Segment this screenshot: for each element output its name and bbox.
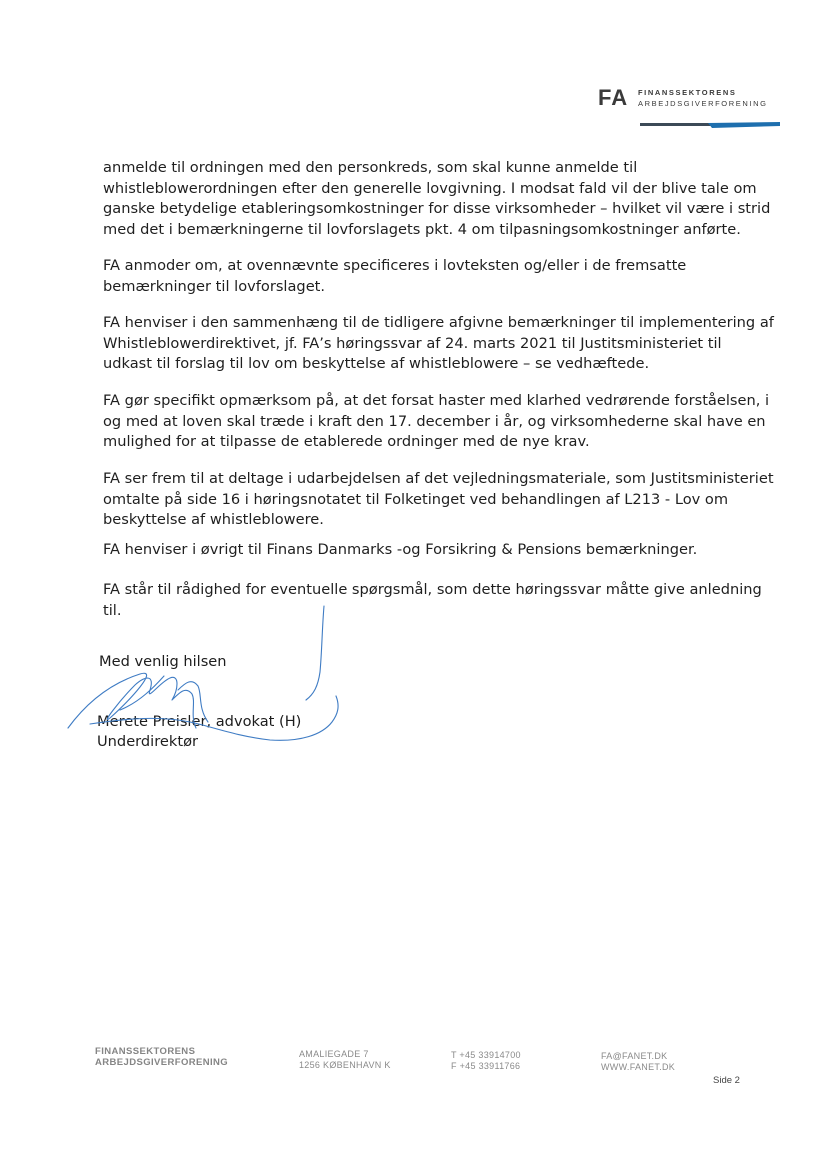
text-line: til. (103, 601, 122, 619)
closing-greeting: Med venlig hilsen (99, 653, 227, 670)
text-line: anmelde til ordningen med den personkreds, som skal kunne anmelde til (103, 159, 638, 176)
page-number: Side 2 (713, 1075, 740, 1086)
footer-org-line1: FINANSSEKTORENS (95, 1046, 196, 1057)
text-line: FA anmoder om, at ovennævnte specificeres i lovteksten og/eller i de fremsatte (103, 257, 687, 274)
paragraph-2 (103, 256, 686, 297)
footer-org-line2: ARBEJDSGIVERFORENING (95, 1057, 229, 1068)
text-line: FA gør specifikt opmærksom på, at det forsat haster med klarhed vedrørende forståelsen, i (103, 392, 770, 409)
paragraph-4 (103, 391, 769, 453)
company-logo (598, 85, 788, 130)
text-line: beskyttelse af whistleblowere. (103, 511, 324, 528)
paragraph-5 (103, 469, 774, 531)
text-line: mulighed for at tilpasse de etablerede ordninger med de nye krav. (103, 433, 590, 450)
text-line: FA henviser i den sammenhæng til de tidligere afgivne bemærkninger til implementering af (103, 314, 774, 331)
footer-organization (95, 1046, 228, 1068)
text-line: og med at loven skal træde i kraft den 17. december i år, og virksomhederne skal have en (103, 412, 766, 430)
text-line: FA står til rådighed for eventuelle spørgsmål, som dette høringssvar måtte give anledning (103, 581, 762, 598)
footer-web: WWW.FANET.DK (601, 1062, 676, 1072)
signer-name: Merete Preisler, advokat (H) (97, 713, 302, 730)
text-line: FA ser frem til at deltage i udarbejdelsen af det vejledningsmateriale, som Justitsministeriet (103, 470, 774, 487)
text-line: ganske betydelige etableringsomkostninger for disse virksomheder – hvilket vil være i strid (103, 200, 771, 217)
text-line: udkast til forslag til lov om beskyttelse af whistleblowere – se vedhæftede. (103, 355, 650, 372)
logo-mark: FA (598, 85, 629, 110)
logo-name-line1: FINANSSEKTORENS (638, 88, 737, 97)
footer-address-line1: AMALIEGADE 7 (299, 1049, 369, 1059)
footer-phone: T +45 33914700 (451, 1050, 521, 1060)
text-line: med det i bemærkningerne til lovforslagets pkt. 4 om tilpasningsomkostninger anførte. (103, 220, 741, 238)
signature-icon (60, 590, 360, 750)
footer-contact (451, 1050, 521, 1072)
logo-name-line2: ARBEJDSGIVERFORENING (638, 99, 768, 108)
paragraph-6 (103, 540, 697, 561)
logo-bars-icon (640, 122, 780, 130)
paragraph-1 (103, 158, 770, 240)
footer-address (299, 1049, 391, 1071)
text-line: bemærkninger til lovforslaget. (103, 277, 326, 295)
paragraph-3 (103, 313, 774, 375)
text-line: FA henviser i øvrigt til Finans Danmarks -og Forsikring & Pensions bemærkninger. (103, 541, 698, 558)
text-line: Whistleblowerdirektivet, jf. FA’s høringssvar af 24. marts 2021 til Justitsministeriet til (103, 334, 722, 352)
text-line: whistleblowerordningen efter den generelle lovgivning. I modsat fald vil der blive tale om (103, 179, 757, 197)
text-line: omtalte på side 16 i høringsnotatet til Folketinget ved behandlingen af L213 - Lov om (103, 490, 729, 508)
footer-online (601, 1051, 675, 1073)
footer-email: FA@FANET.DK (601, 1051, 668, 1061)
footer-fax: F +45 33911766 (451, 1061, 521, 1071)
signer-title: Underdirektør (97, 733, 198, 750)
footer-address-line2: 1256 KØBENHAVN K (299, 1060, 391, 1070)
